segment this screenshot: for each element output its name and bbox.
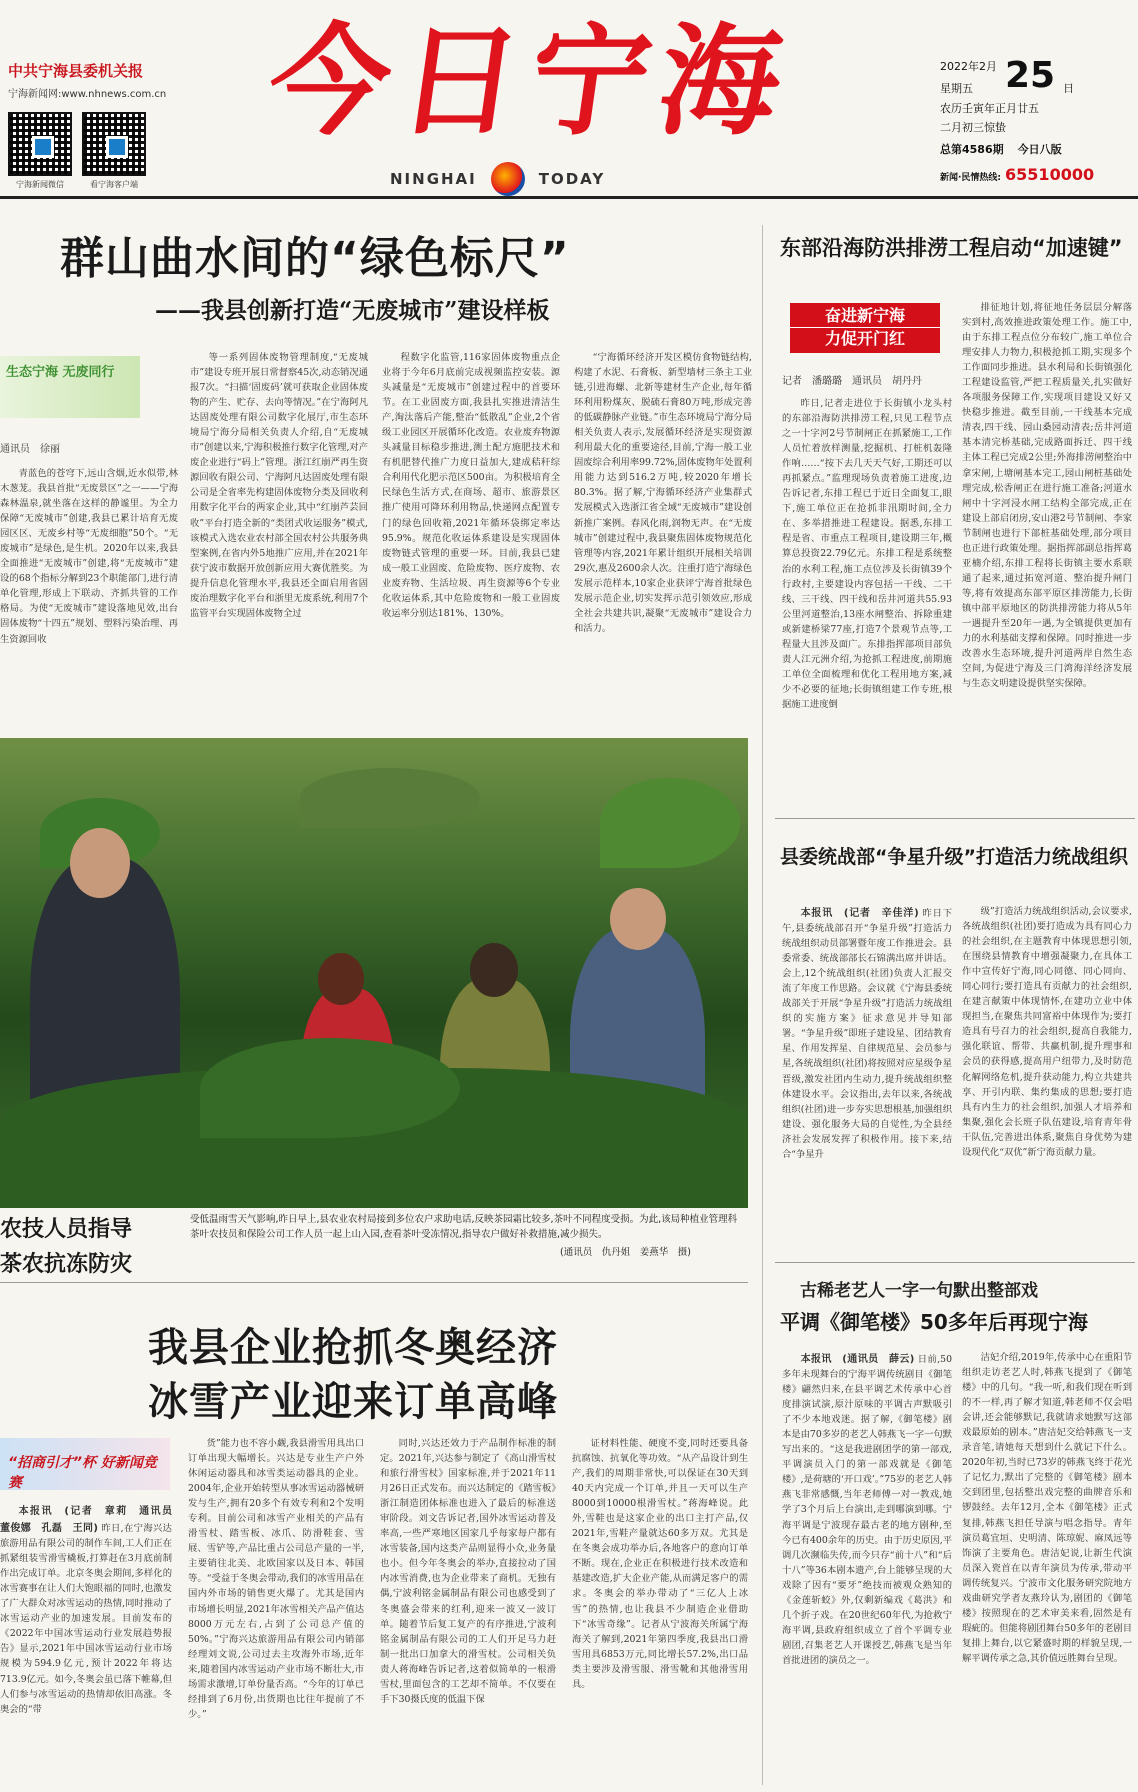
title-sub-left: NINGHAI — [390, 170, 477, 188]
right-bottom-byline: 本报讯 (通讯员 薛云) — [800, 1354, 915, 1365]
news-site-url: 宁海新闻网:www.nhnews.com.cn — [8, 89, 167, 100]
qr-caption-app: 看宁海客户端 — [90, 180, 138, 189]
tea-garden-photo[interactable] — [0, 738, 748, 1203]
contest-column-logo-text: “招商引才”杯 好新闻竞赛 — [8, 1455, 157, 1491]
lead-column-1: 青蓝色的苍穹下,远山含烟,近水似带,林木葱茏。我县首批“无废景区”之一——宁海森林温泉,就坐落在这样的静谧里。为全力保障“无废城市”创建,我县已累计培育无废园区区、无废乡村等“无废细胞”50个。“无废城市”是绿色,是生机。2020年以来,我县全面推进“无废城市”创建,将“无废城市”建设的68个指标分解到23个职能部门,进行清单化管理,形成上下联动、齐抓共管的工作格局。为使“无废城市”建设落地见效,出台固体废物“十四五”规划、塑料污染治理、再生资源回收 — [0, 468, 178, 645]
right-bottom-column-1: 本报讯 (通讯员 薛云) 日前,50多年未现舞台的宁海平调传统剧目《御笔楼》翩然归来,在县平调艺术传承中心首度排演试演,原汁原味的平调古声默吸引了不少本地戏迷。据了解,《御笔楼》剧本是由70多岁的老艺人韩燕飞一字一句默写出来的。“这是我进剧团学的第一部戏,平调演员入门的第一部戏就是《御笔楼》,是荷塘的‘开口戏’。”75岁的老艺人韩燕飞非常感慨,当年老师傅一对一教戏,她学了3个月后上台演出,走到哪演到哪。宁海平调是宁波现存最古老的地方剧种,至今已有400余年的历史。由于历史原因,平调几次濒临失传,而今只存“前十八”和“后十八”等36本剧本遗产,台上能够呈现的大戏除了因有“要牙”绝技而被观众熟知的《金莲斩蛟》外,仅剩新编戏《葛洪》和几个折子戏。在20世纪60年代,为抢救宁海平调,县政府组织成立了首个平调专业剧团,召集老艺人开课授艺,韩燕飞是当年首批进团的演员之一。 — [782, 1354, 952, 1666]
right-top-headline[interactable]: 东部沿海防洪排涝工程启动“加速键” — [780, 236, 1123, 260]
masthead-left — [8, 60, 178, 190]
right-top-byline: 记者 潘璐璐 通讯员 胡丹丹 — [782, 376, 922, 387]
bottom-column-1: 本报讯 (记者 章莉 通讯员 董俊娜 孔磊 王同) 昨日,在宁海兴达旅游用品有限公司的制作车间,工人们正在抓紧组装雪滑雪橇板,打算赶在3月底前制作出完成订单。北京冬奥会期间,多样化的冰雪赛事在让人们大饱眼福的同时,也激发了广大群众对冰雪运动的热情,同时推动了冰雪运动产业的加速发展。目前发布的《2022年中国冰雪运动行业发展趋势报告》显示,2021年中国冰雪运动行业市场规模为594.9亿元,预计2022年将达713.9亿元。如今,冬奥会虽已落下帷幕,但人们参与冰雪运动的热情却依旧高涨。冬奥会的“带 — [0, 1506, 182, 1715]
hotline-number: 65510000 — [1005, 165, 1095, 184]
qr-caption-wechat: 宁海新闻微信 — [16, 180, 64, 189]
date-day: 25 — [1005, 55, 1056, 96]
lunar-date: 农历壬寅年正月廿五 — [940, 102, 1039, 115]
right-bottom-column-2: 洁妃介绍,2019年,传承中心在重阳节组织走访老艺人时,韩燕飞提到了《御笔楼》中的几句。“我一听,和我们现在听到的不一样,再了解才知道,韩老师不仅会唱会讲,还会能够默记,我就请求她默写这部戏最原始的剧本。”唐洁妃交给韩燕飞一支录音笔,请她每天想到什么就记下什么。2020年初,当时已73岁的韩燕飞终于花光了记忆力,默出了完整的《御笔楼》剧本交到团里,包括整出戏完整的曲牌音乐和锣鼓经。去年12月,全本《御笔楼》正式复排,韩燕飞担任导演与唱念指导。青年演员葛宜垣、史明清、陈琼妮、麻凤远等饰演了主要角色。唐洁妃说,让新生代演员深入瓷首在以青年演员为传承,带动平调传统复兴。宁波市文化服务研究院地方戏曲研究学者友燕玲认为,剧团的《御笔楼》按照现在的艺术审美来看,固然是有瑕疵的。但能将剧团舞台50多年的老剧目复排上舞台,以它紧盛时期的样貌呈现,一解平调传承之急,其价值远胜舞台呈现。 — [962, 1352, 1132, 1664]
masthead-title-area — [250, 2, 850, 197]
lead-column-2: 等一系列固体废物管理制度,“无废城市”建设专班开展日常督察45次,动态销况通报7次。“扫描‘固废码’就可获取企业固体废物的产生、贮存、去向等情况。”在宁海阿凡达固废处理有限公司数字化展厅,市生态环境局宁海分局相关负责人介绍,自“无废城市”创建以来,宁海积极推行数字化管理,对产废企业进行“码上”管理。浙江红崩严再生资源回收有限公司、宁海阿凡达固废处理有限公司是全省率先构建固体废物分类及回收利用数字化平台的两家企业,其中“红崩芦芸回收”平台打造全新的“类团式收运服务”模式,该模式入选农业农村部全国农村公共服务典型案例,在省内外5地推广应用,并在2021年获宁波市数据开放创新应用大赛优胜奖。为提升信息化管理水平,我县还全面启用省固废治理数字化平台和浙里无废系统,利用7个监管平台实现固体废物全过 — [190, 352, 369, 619]
right-bottom-kicker: 古稀老艺人一字一句默出整部戏 — [800, 1281, 1038, 1301]
campaign-banner-line-1: 奋进新宁海 — [824, 306, 905, 325]
masthead-rule — [0, 196, 1138, 199]
eco-column-logo — [0, 356, 140, 418]
bottom-headline-line-2[interactable]: 冰雪产业迎来订单高峰 — [148, 1379, 558, 1425]
masthead-date-block — [940, 55, 1130, 184]
lead-column-4: “宁海循环经济开发区模仿食物链结构,构建了水泥、石膏板、新型墙材三条主工业链,引进海螺、北新等建材生产企业,每年循环利用粉煤灰、脱硫石膏80万吨,形成完善的低碳静脉产业链。”市生态环境局宁海分局相关负责人表示,发展循环经济是实现资源利用最大化的重要途径,目前,宁海一般工业固废综合利用率99.72%,固体废物年处置利用能力达到516.2万吨,较2020年增长80.3%。据了解,宁海循环经济产业集群式发展模式入选浙江省全域“无废城市”建设创新推广案例。春风化雨,润物无声。在“无废城市”创建过程中,我县聚焦固体废物规范化管理等内容,2021年累计组织开展相关培训29次,惠及2600余人次。注重打造宁海绿色发展示范样本,10家企业获评宁海首批绿色发展示范企业,切实发挥示范引领效应,形成全社会共建共识,凝聚“无废城市”建设合力和活力。 — [574, 352, 752, 634]
contest-column-logo — [0, 1438, 170, 1490]
right-mid-rule — [775, 818, 1135, 819]
lead-headline[interactable]: 群山曲水间的“绿色标尺” — [60, 233, 570, 284]
right-bottom-headline[interactable]: 平调《御笔楼》50多年后再现宁海 — [780, 1310, 1088, 1334]
lead-column-3: 程数字化监管,116家固体废物重点企业将于今年6月底前完成视频监控安装。源头减量是“无废城市”创建过程中的首要环节。在工业固废方面,我县扎实推进清洁生产,淘汰落后产能,整治“低散乱”企业,2个省级工业园区开展循环化改造。农业废弃物源头减量目标稳步推进,测土配方施肥技术和有机肥替代推广力度日益加大,建成秸秆综合利用代化肥示范区500亩。为积极培育全民绿色生活方式,在商场、超市、旅游景区推广使用可降环利用物品,快递网点配置专门的绿色回收箱,2021年循环袋绑定率达95.9%。规范化收运体系建设是实现固体废物链式管理的重要一环。目前,我县已建成一般工业固废、危险废物、医疗废物、农业废弃物、生活垃圾、再生资源等6个专业化收运体系,其中危险废物和一般工业固废收运率分别达181%、130%。 — [382, 352, 560, 619]
right-mid-column-1: 本报讯 (记者 辛佳洋) 昨日下午,县委统战部召开“争星升级”打造活力统战组织动员部署暨年度工作推进会。县委常委、统战部部长石锦满出席并讲话。会上,12个统战组织(社团)负责人汇报交流了年度工作思路。会议就《宁海县委统战部关于开展“争星升级”打造活力统战组织的实施方案》征求意见并导知部署。“争星升级”即班子建设星、团结教育星、作用发挥星、自律规范星、会员参与星,各统战组织(社团)将按照对应星级争星晋级,激发社团内生动力,提升统战组织整体建设水平。会议指出,去年以来,各统战组织(社团)进一步夯实思想根基,加强组织建设、强化服务大局的自觉性,为全县经济社会发展发挥了积极作用。接下来,结合“争星升 — [782, 908, 952, 1160]
photo-credit: (通讯员 仇丹姐 姜燕华 摄) — [560, 1247, 691, 1258]
newspaper-title-logo: 今日宁海 — [260, 11, 800, 152]
date-year-month: 2022年2月 — [940, 60, 997, 73]
right-mid-headline[interactable]: 县委统战部“争星升级”打造活力统战组织 — [780, 846, 1128, 868]
issue-number: 总第4586期 — [940, 143, 1004, 156]
page-count: 今日八版 — [1017, 143, 1062, 156]
wechat-qr-code[interactable] — [8, 112, 72, 176]
campaign-banner-line-2: 力促开门红 — [790, 327, 940, 350]
title-sub-right: TODAY — [538, 170, 606, 188]
photo-headline-line-1[interactable]: 农技人员指导 — [0, 1216, 133, 1242]
bottom-section-rule — [0, 1282, 748, 1283]
right-bottom-rule — [775, 1262, 1135, 1263]
bottom-headline-line-1[interactable]: 我县企业抢抓冬奥经济 — [148, 1325, 558, 1371]
weekday: 星期五 — [940, 82, 973, 95]
right-top-column-2: 排征地计划,将征地任务层层分解落实到村,高效推进政策处理工作。施工中,由于东排工程点位分布较广,施工单位合理安排人力物力,积极抢抓工期,实现多个工作面同步推进。县水利局和长街镇强化工程建设监管,严把工程质量关,扎实做好各项服务保障工作,实现项目建设又好又快稳步推进。截至目前,一干线基本完成清表,四干线、园山桑园动清表;岳井河道基本清完桥基础,完成路面拆迁、四干线主体工程已完成2公里;外海排涝闸整治中拿宋闸,上塘闸基本完工,园山闸桩基础处理完成,松香闸正在进行施工准备;河道水闸中十字河浸水闸工结构全部完成,正在建设上部启闭房,安山港2号节制闸、李家节制闸也进行下部桩基础处理,部分项目也正进行政策处理。据指挥部副总指挥葛亚楠介绍,东排工程将长街镇主要水系联通了起来,通过拓宽河道、整治提升闸门等,将有效提高东部平原区排涝能力,长街镇中部平原地区的防洪排涝能力将从5年一遇提升至20年一遇,为全镇提供更加有力的水利基础支撑和保障。同时推进一步改善水生态环境,提升河道两岸自然生态空间,为促进宁海及三门湾海洋经济发展与生态文明建设提供坚实保障。 — [962, 302, 1132, 690]
bottom-column-4: 证材料性能、硬度不变,同时还要具备抗腐蚀、抗氧化等功效。“从产品设计到生产,我们的周期非常快,可以保证在30天到40天内完成一个订单,并且一天可以生产8000到10000根滑雪杖。”蒋海峰说。此外,雪鞋也是这家企业的出口主打产品,仅2021年,雪鞋产量就达60多万双。尤其是在冬奥会成功举办后,各地客户的意向订单不断。现在,企业正在积极进行技术改造和基建改造,扩大企业产能,从而满足客户的需求。冬奥会的举办带动了“三亿人上冰雪”的热情,也让我县不少制造企业借助下“冰雪奇缘”。记者从宁波海关所属宁海海关了解到,2021年第四季度,我县出口滑雪用具6853万元,同比增长57.2%,出口品类主要涉及滑雪服、滑雪靴和其他滑雪用具。 — [572, 1438, 748, 1690]
photo-headline — [0, 1212, 175, 1278]
right-mid-column-2: 级”打造活力统战组织活动,会议要求,各统战组织(社团)要打造成为具有同心力的社会组织,在主题教育中体现思想引领,在围绕县情教育中增强凝聚力,在具体工作中宣传好宁海,同心同德、同心同向、同心同行;要打造具有贡献力的社会组织,在建言献策中体现情怀,在建功立业中体现担当,在聚焦共同富裕中体现作为;要打造具有号召力的社会组织,提高自我能力,强化联谊、帮带、共赢机制,提升理事和会员的获得感,提高用户纽带力,及时防范化解网络危机,提升获动能力,构立共建共享、开引内联、集约集成的思想;要打造具有内生力的社会组织,加强人才培养和集聚,强化会长班子队伍建设,培育青年骨干队伍,完善进出体系,聚焦自身优势为建设现代化“双优”新宁海贡献力量。 — [962, 906, 1132, 1158]
bottom-byline: 本报讯 (记者 章莉 通讯员 董俊娜 孔磊 王同) — [0, 1506, 182, 1535]
right-column-divider — [762, 225, 763, 1785]
bottom-column-2: 货”能力也不容小觑,我县滑雪用具出口订单出现大幅增长。兴达是专业生产户外休闲运动器具和冰雪类运动器具的企业。2004年,企业开始转型从事冰雪运动器械研发与生产,拥有20多个有效专利和2个发明专利。目前公司和冰雪产业相关的产品有滑雪杖、踏雪板、冰爪、防滑鞋套、雪屐、雪铲等,产品比重占公司总产量的一半,主要销往北美、北欧国家以及日本、韩国等。“受益于冬奥会带动,我们的冰雪用品在国内外市场的销售更火爆了。尤其是国内市场增长明显,2021年冰雪相关产品产值达8000万元左右,占到了公司总产值的50%。”宁海兴达旅游用品有限公司内销部经理刘文说,公司过去主攻海外市场,近年来,随着国内冰雪运动产业市场不断壮大,市场需求激增,订单份量否高。“今年的订单已经排到了6月份,出货期也比往年提前了不少。” — [188, 1438, 364, 1720]
campaign-banner — [790, 303, 940, 353]
app-qr-code[interactable] — [82, 112, 146, 176]
solar-term: 二月初三惊蛰 — [940, 121, 1006, 134]
eco-column-logo-text: 生态宁海 无废同行 — [6, 365, 115, 380]
flame-logo-icon — [491, 162, 525, 196]
photo-headline-line-2[interactable]: 茶农抗冻防灾 — [0, 1251, 133, 1277]
hotline-label: 新闻·民情热线: — [940, 173, 1002, 183]
photo-caption: 受低温雨雪天气影响,昨日早上,县农业农村局接到多位农户求助电话,反映茶园霜比较多,茶叶不同程度受损。为此,该局种植业管理科茶叶农技员和保险公司工作人员一起上山入园,查看茶叶受冻情况,指导农户做好补救措施,减少损失。 — [190, 1214, 738, 1241]
right-mid-byline: 本报讯 (记者 辛佳洋) — [800, 908, 919, 919]
right-top-column-1: 昨日,记者走进位于长街镇小龙头村的东部沿海防洪排涝工程,只见工程节点之一十字河2号节制闸正在抓紧施工,工作人员忙着放样测量,挖掘机、打桩机轰隆作响……“按下去几天天气好,工期还可以再抓紧点。”监理现场负责着施工进度,边告诉记者,东排工程已于近日全面复工,眼下,施工单位正在抢抓非汛期时间,全力在、多举措推进工程建设。据悉,东排工程是省、市重点工程项目,建设期三年,概算总投资22.79亿元。东排工程是系统整治的水利工程,施工点位涉及长街镇39个行政村,主要建设内容包括一干线、二干线、三干线、四干线和岳井河道共55.93公里河道整治,13座水闸整治、拆除重建或新建桥梁77座,打造7个景观节点等,工程量大且涉及面广。东排指挥部项目部负责人江元洲介绍,为抢抓工程进度,前期施工单位全面梳理和优化工程用地方案,减少不必要的征地;长街镇组建工作专班,根据施工进度倒 — [782, 398, 952, 710]
newspaper-tagline: 中共宁海县委机关报 — [8, 62, 144, 80]
lead-subheadline: ——我县创新打造“无废城市”建设样板 — [155, 297, 550, 324]
lead-byline: 通讯员 徐丽 — [0, 444, 60, 455]
date-day-suffix: 日 — [1063, 82, 1075, 95]
bottom-column-3: 同时,兴达还效力于产品制作标准的制定。2021年,兴达参与制定了《高山滑雪杖和旅行滑雪杖》国家标准,并于2021年11月26日正式发布。而兴达制定的《踏雪板》浙江制造团体标准也进入了最后的标准送审阶段。刘文告诉记者,国外冰雪运动普及率高,一些严寒地区国家几乎每家每户都有冰雪装备,国内这类产品则显得小众,业务量也小。但今年冬奥会的举办,直接拉动了国内冰雪消费,也为企业带来了商机。无独有偶,宁波利铭金属制品有限公司也感受到了冬奥盛会带来的红利,迎来一波又一波订单。随着节后复工复产的有序推进,宁波利铭金属制品有限公司的工人们开足马力赶制一批出口加拿大的滑雪杖。公司相关负责人蒋海峰告诉记者,这着似简单的一根滑雪杖,里面包含的工艺却不简单。不仅要在手下30摄氏度的低温下保 — [380, 1438, 556, 1705]
